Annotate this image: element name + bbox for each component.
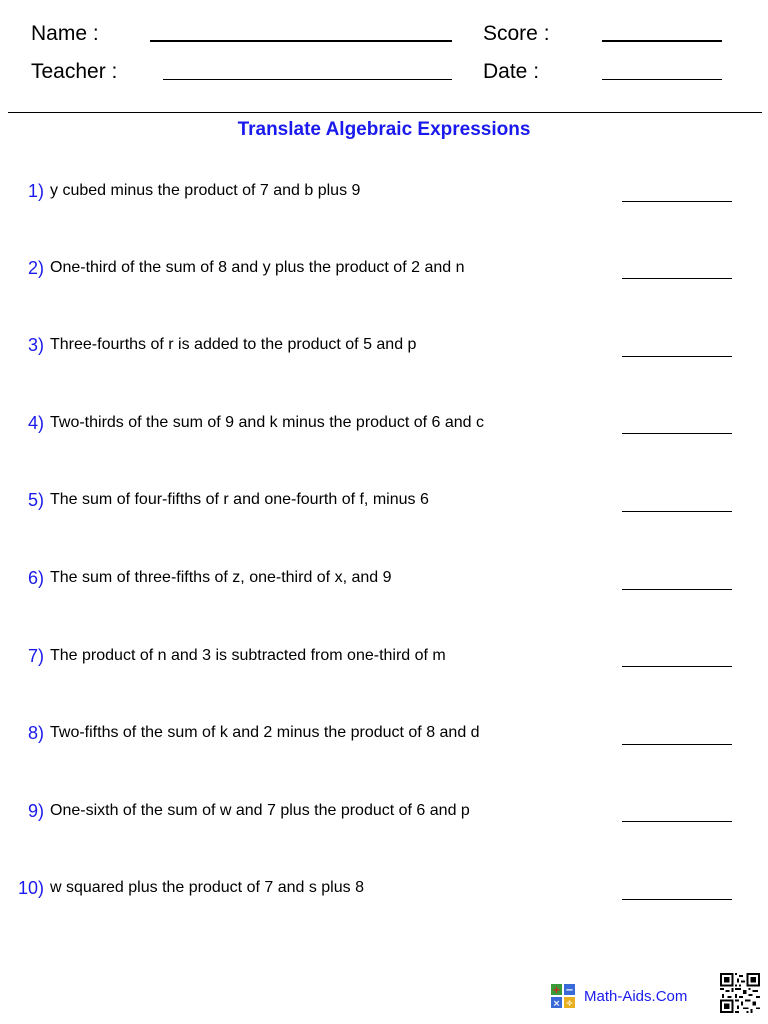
question-number: 6)	[27, 568, 44, 588]
answer-line[interactable]	[622, 589, 732, 590]
answer-line[interactable]	[622, 899, 732, 900]
question-text: One-sixth of the sum of w and 7 plus the product of 6 and p	[50, 802, 470, 819]
score-field[interactable]	[602, 40, 722, 42]
question-number: 9)	[27, 801, 44, 821]
question-text: The sum of three-fifths of z, one-third of x, and 9	[50, 569, 392, 586]
question-number: 7)	[27, 646, 44, 666]
math-aids-logo-icon	[551, 984, 575, 1008]
question-number: 5)	[27, 490, 44, 510]
name-field[interactable]	[150, 40, 452, 42]
question-text: y cubed minus the product of 7 and b plus 9	[50, 182, 361, 199]
answer-line[interactable]	[622, 433, 732, 434]
question-text: Two-thirds of the sum of 9 and k minus the product of 6 and c	[50, 414, 485, 431]
answer-line[interactable]	[622, 666, 732, 667]
question-number: 2)	[27, 258, 44, 278]
answer-line[interactable]	[622, 201, 732, 202]
answer-line[interactable]	[622, 278, 732, 279]
question-number: 4)	[27, 413, 44, 433]
answer-line[interactable]	[622, 744, 732, 745]
question-number: 8)	[27, 723, 44, 743]
answer-line[interactable]	[622, 356, 732, 357]
svg-text:÷: ÷	[565, 999, 574, 1008]
teacher-label: Teacher :	[31, 60, 118, 83]
date-label: Date :	[483, 60, 540, 83]
teacher-field[interactable]	[163, 79, 452, 80]
svg-text:×: ×	[552, 999, 561, 1008]
score-label: Score :	[483, 22, 550, 45]
question-text: Three-fourths of r is added to the product of 5 and p	[50, 336, 417, 353]
page-title: Translate Algebraic Expressions	[237, 119, 531, 140]
name-label: Name :	[31, 22, 99, 45]
qr-code-icon	[720, 973, 760, 1013]
date-field[interactable]	[602, 79, 722, 80]
site-link[interactable]: Math-Aids.Com	[584, 988, 688, 1005]
header-divider	[8, 112, 762, 113]
question-number: 1)	[27, 181, 44, 201]
svg-text:+: +	[552, 985, 561, 996]
question-text: w squared plus the product of 7 and s plus 8	[50, 879, 364, 896]
question-text: One-third of the sum of 8 and y plus the product of 2 and n	[50, 259, 465, 276]
answer-line[interactable]	[622, 511, 732, 512]
answer-line[interactable]	[622, 821, 732, 822]
question-text: The sum of four-fifths of r and one-fourth of f, minus 6	[50, 491, 429, 508]
question-number: 10)	[17, 878, 44, 898]
question-number: 3)	[27, 335, 44, 355]
question-text: Two-fifths of the sum of k and 2 minus the product of 8 and d	[50, 724, 480, 741]
question-text: The product of n and 3 is subtracted from one-third of m	[50, 647, 446, 664]
svg-text:−: −	[565, 985, 574, 996]
